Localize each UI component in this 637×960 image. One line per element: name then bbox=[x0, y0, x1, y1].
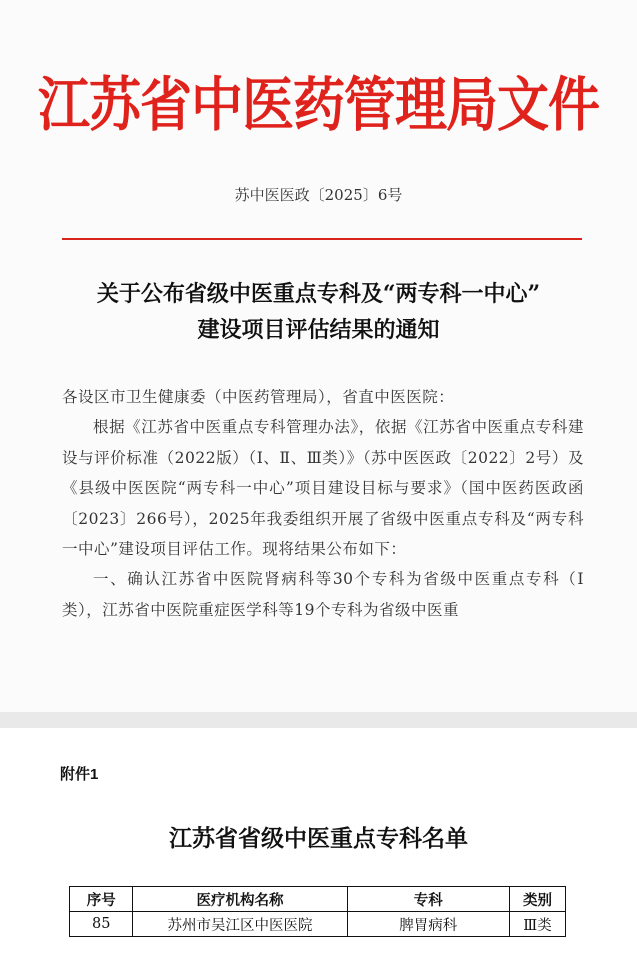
header-specialty: 专科 bbox=[347, 887, 509, 912]
header-category: 类别 bbox=[510, 887, 566, 912]
notice-title-line-2: 建设项目评估结果的通知 bbox=[197, 317, 440, 343]
notice-title-line-1: 关于公布省级中医重点专科及“两专科一中心” bbox=[96, 281, 541, 307]
table-header-row bbox=[70, 887, 566, 912]
header-serial: 序号 bbox=[70, 887, 133, 912]
document-header-title: 江苏省中医药管理局文件 bbox=[37, 71, 599, 140]
specialty-table bbox=[69, 886, 566, 937]
body-paragraph-2: 一、确认江苏省中医院肾病科等30个专科为省级中医重点专科（Ⅰ类），江苏省中医院重症医学科等19个专科为省级中医重 bbox=[62, 570, 584, 619]
header-institution: 医疗机构名称 bbox=[133, 887, 347, 912]
notice-title bbox=[0, 276, 637, 348]
list-title: 江苏省省级中医重点专科名单 bbox=[169, 825, 468, 852]
page-separator bbox=[0, 712, 637, 728]
cell-institution: 苏州市吴江区中医医院 bbox=[133, 912, 347, 937]
salutation: 各设区市卫生健康委（中医药管理局），省直中医医院： bbox=[62, 388, 455, 406]
cell-specialty: 脾胃病科 bbox=[347, 912, 509, 937]
table-row bbox=[70, 912, 566, 937]
attachment-label: 附件1 bbox=[60, 766, 99, 783]
cell-serial: 85 bbox=[70, 912, 133, 937]
document-number: 苏中医医政〔2025〕6号 bbox=[234, 186, 403, 204]
cell-category: Ⅲ类 bbox=[510, 912, 566, 937]
notice-body bbox=[62, 382, 584, 625]
body-paragraph-1: 根据《江苏省中医重点专科管理办法》，依据《江苏省中医重点专科建设与评价标准（2022版）（Ⅰ、Ⅱ、Ⅲ类）》（苏中医医政〔2022〕2号）及《县级中医医院“两专科一中心”项目建设目标与要求》（国中医药医政函〔2023〕266号），2025年我委组织开展了省级中医重点专科及“两专科一中心”建设项目评估工作。现将结果公布如下： bbox=[62, 418, 584, 559]
red-divider bbox=[62, 238, 582, 240]
page-bottom-crop bbox=[0, 950, 637, 960]
